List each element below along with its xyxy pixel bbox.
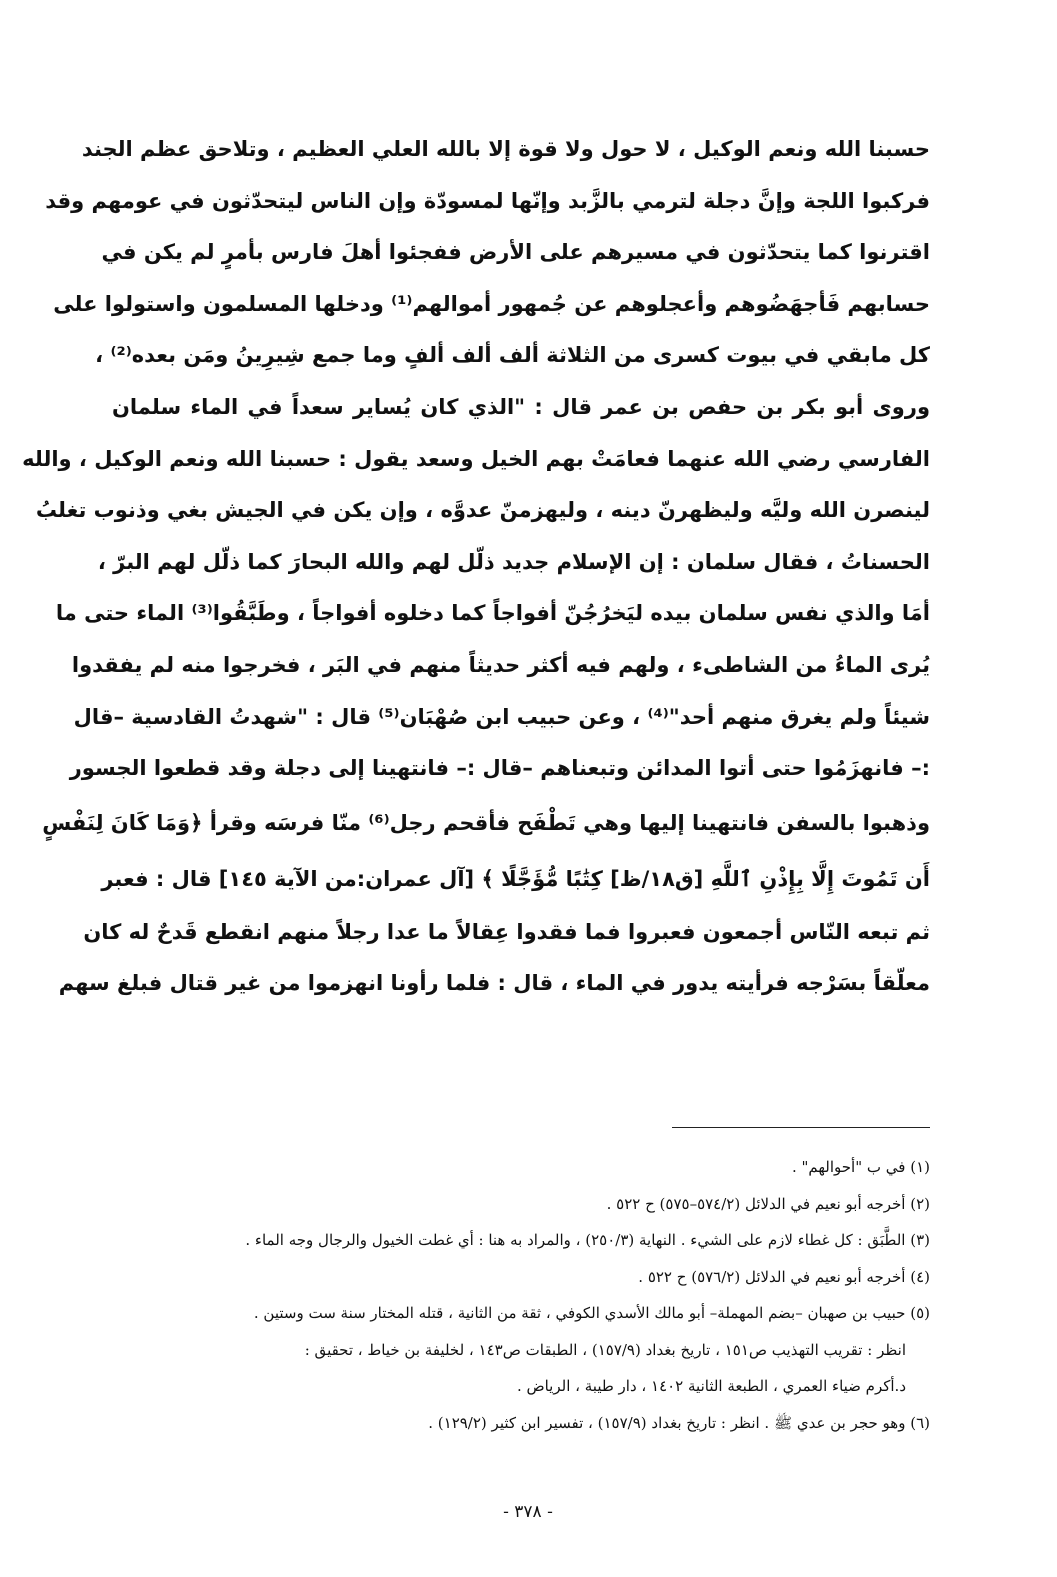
text-line: وروى أبو بكر بن حفص بن عمر قال : "الذي كان يُساير سعداً في الماء سلمان [112, 394, 930, 419]
text-line: :– فانهزَمُوا حتى أتوا المدائن وتبعناهم –قال :– فانتهينا إلى دجلة وقد قطعوا الجسور [69, 756, 930, 781]
text-line: كل مابقي في بيوت كسرى من الثلاثة ألف ألف ألفٍ وما جمع شِيرِينُ ومَن بعده⁽²⁾ ، [95, 343, 930, 368]
text-line: يُرى الماءُ من الشاطىء ، ولهم فيه أكثر حديثاً منهم في البَر ، فخرجوا منه لم يفقدوا [71, 652, 930, 677]
footnote: (٦) وهو حجر بن عدي ﷺ . انظر : تاريخ بغداد (١٥٧/٩) ، تفسير ابن كثير (١٢٩/٢) . [428, 1413, 930, 1432]
text-line: اقترنوا كما يتحدّثون في مسيرهم على الأرض ففجئوا أهلَ فارس بأمرٍ لم يكن في [101, 240, 930, 265]
text-line-quran: أَن تَمُوتَ إِلَّا بِإِذْنِ ٱللَّهِ [ق١٨/ظ] كِتَٰبًا مُّؤَجَّلًا ﴾ [آل عمران:من الآية ١٤٥] قال : فعبر [101, 866, 930, 891]
text-line-quran: وذهبوا بالسفن فانتهينا إليها وهي تَطْفَح فأقحم رجل⁽⁶⁾ منّا فرسَه وقرأ ﴿وَمَا كَانَ لِنَفْسٍ [42, 810, 930, 835]
text-line: ثم تبعه النّاس أجمعون فعبروا فما فقدوا عِقالاً ما عدا رجلاً منهم انقطع قَدحٌ له كان [83, 919, 930, 944]
footnote: (٢) أخرجه أبو نعيم في الدلائل (٥٧٤/٢–٥٧٥) ح ٥٢٢ . [606, 1194, 930, 1213]
text-line: الفارسي رضي الله عنهما فعامَتْ بهم الخيل وسعد يقول : حسبنا الله ونعم الوكيل ، والله [22, 446, 930, 471]
footnote: (٥) حبيب بن صهبان –بضم المهملة– أبو مالك الأسدي الكوفي ، ثقة من الثانية ، قتله المختار سنة ست وستين . [253, 1304, 930, 1322]
footnotes [112, 1149, 930, 1441]
text-line: معلّقاً بسَرْجه فرأيته يدور في الماء ، قال : فلما رأونا انهزموا من غير قتال فبلغ سهم [58, 971, 930, 996]
text-line: شيئاً ولم يغرق منهم أحد"⁽⁴⁾ ، وعن حبيب ابن صُهْبَان⁽⁵⁾ قال : "شهدتُ القادسية –قال [73, 704, 930, 729]
text-line: أمَا والذي نفس سلمان بيده ليَخرُجُنّ أفواجاً كما دخلوه أفواجاً ، وطَبَّقُوا⁽³⁾ الماء حتى ما [55, 601, 930, 626]
text-line: حسبنا الله ونعم الوكيل ، لا حول ولا قوة إلا بالله العلي العظيم ، وتلاحق عظم الجند [81, 137, 930, 161]
footnote-continuation: د.أكرم ضياء العمري ، الطبعة الثانية ١٤٠٢ ، دار طيبة ، الرياض . [516, 1377, 906, 1395]
footnote-separator [672, 1127, 930, 1128]
main-text [22, 124, 930, 1010]
text-line: لينصرن الله وليَّه وليظهرنّ دينه ، وليهزمنّ عدوَّه ، وإن يكن في الجيش بغي وذنوب تغلبُ [35, 498, 930, 523]
page-number: - ٣٧٨ - [503, 1502, 553, 1522]
text-line: حسابهم فَأجهَضُوهم وأعجلوهم عن جُمهور أموالهم⁽¹⁾ ودخلها المسلمون واستولوا على [53, 291, 930, 316]
footnote: (٤) أخرجه أبو نعيم في الدلائل (٥٧٦/٢) ح ٥٢٢ . [638, 1267, 930, 1286]
footnote: (١) في ب "أحوالهم" . [791, 1158, 930, 1176]
footnote-continuation: انظر : تقريب التهذيب ص١٥١ ، تاريخ بغداد (١٥٧/٩) ، الطبقات ص١٤٣ ، لخليفة بن خياط ، تحقيق : [304, 1340, 906, 1359]
text-line: فركبوا اللجة وإنَّ دجلة لترمي بالزَّبد وإنّها لمسودّة وإن الناس ليتحدّثون في عومهم وقد [45, 188, 930, 213]
footnote: (٣) الطَّبَق : كل غطاء لازم على الشيء . النهاية (٢٥٠/٣) ، والمراد به هنا : أي غطت الخيول والرجال وجه الماء . [245, 1231, 930, 1249]
text-line: الحسناتُ ، فقال سلمان : إن الإسلام جديد ذلّل لهم والله البحارَ كما ذلّل لهم البرّ ، [97, 549, 930, 574]
